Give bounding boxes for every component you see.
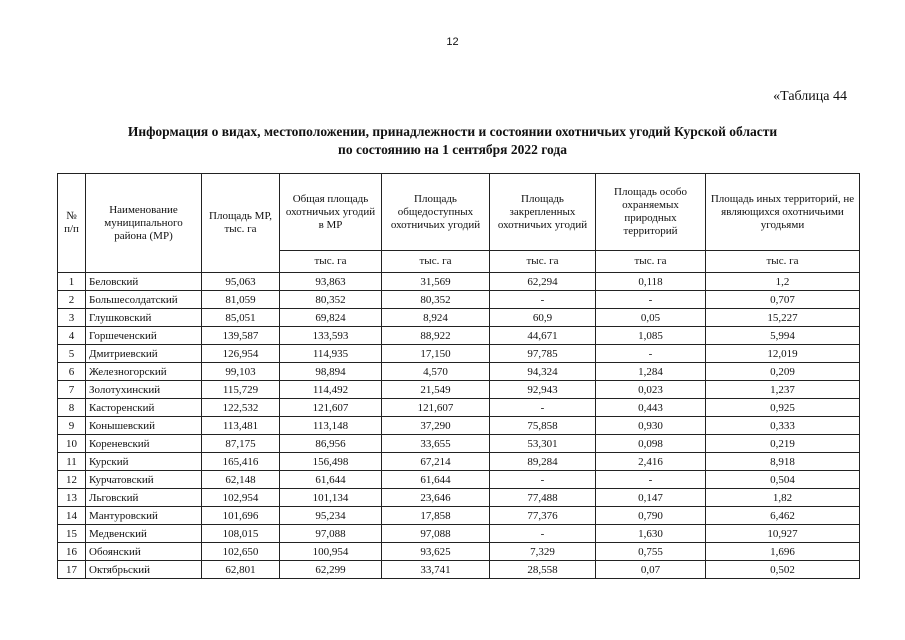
assigned-area: 89,284 <box>490 453 596 471</box>
table-row <box>58 291 860 309</box>
protected-area: 0,755 <box>596 543 706 561</box>
row-number: 14 <box>58 507 86 525</box>
table-row <box>58 471 860 489</box>
row-number: 9 <box>58 417 86 435</box>
other-area: 0,502 <box>706 561 860 579</box>
other-area: 0,333 <box>706 417 860 435</box>
header-public-area: Площадь общедоступных охотничьих угодий <box>382 174 490 251</box>
other-area: 1,2 <box>706 273 860 291</box>
row-number: 8 <box>58 399 86 417</box>
assigned-area: 92,943 <box>490 381 596 399</box>
district-area: 126,954 <box>202 345 280 363</box>
total-hunting-area: 133,593 <box>280 327 382 345</box>
row-number: 2 <box>58 291 86 309</box>
public-area: 8,924 <box>382 309 490 327</box>
other-area: 0,209 <box>706 363 860 381</box>
protected-area: 0,098 <box>596 435 706 453</box>
row-number: 15 <box>58 525 86 543</box>
other-area: 12,019 <box>706 345 860 363</box>
title-line-2: по состоянию на 1 сентября 2022 года <box>338 142 567 157</box>
total-hunting-area: 69,824 <box>280 309 382 327</box>
district-area: 102,650 <box>202 543 280 561</box>
public-area: 4,570 <box>382 363 490 381</box>
row-number: 17 <box>58 561 86 579</box>
total-hunting-area: 86,956 <box>280 435 382 453</box>
district-name: Беловский <box>86 273 202 291</box>
protected-area: - <box>596 345 706 363</box>
unit-label: тыс. га <box>596 251 706 273</box>
assigned-area: 94,324 <box>490 363 596 381</box>
total-hunting-area: 62,299 <box>280 561 382 579</box>
other-area: 8,918 <box>706 453 860 471</box>
protected-area: 0,443 <box>596 399 706 417</box>
assigned-area: 62,294 <box>490 273 596 291</box>
header-other-area: Площадь иных территорий, не являющихся охотничьими угодьями <box>706 174 860 251</box>
table-row <box>58 543 860 561</box>
protected-area: - <box>596 291 706 309</box>
district-name: Железногорский <box>86 363 202 381</box>
row-number: 16 <box>58 543 86 561</box>
district-area: 102,954 <box>202 489 280 507</box>
district-area: 95,063 <box>202 273 280 291</box>
other-area: 0,707 <box>706 291 860 309</box>
total-hunting-area: 61,644 <box>280 471 382 489</box>
row-number: 10 <box>58 435 86 453</box>
total-hunting-area: 80,352 <box>280 291 382 309</box>
protected-area: 0,05 <box>596 309 706 327</box>
unit-label: тыс. га <box>382 251 490 273</box>
district-name: Медвенский <box>86 525 202 543</box>
public-area: 121,607 <box>382 399 490 417</box>
assigned-area: - <box>490 471 596 489</box>
district-area: 62,148 <box>202 471 280 489</box>
assigned-area: 44,671 <box>490 327 596 345</box>
other-area: 5,994 <box>706 327 860 345</box>
table-row <box>58 399 860 417</box>
public-area: 37,290 <box>382 417 490 435</box>
protected-area: 0,930 <box>596 417 706 435</box>
assigned-area: - <box>490 291 596 309</box>
unit-label: тыс. га <box>490 251 596 273</box>
district-name: Льговский <box>86 489 202 507</box>
protected-area: - <box>596 471 706 489</box>
document-title <box>60 123 845 159</box>
other-area: 0,504 <box>706 471 860 489</box>
district-name: Золотухинский <box>86 381 202 399</box>
total-hunting-area: 97,088 <box>280 525 382 543</box>
district-name: Мантуровский <box>86 507 202 525</box>
public-area: 17,858 <box>382 507 490 525</box>
table-row <box>58 417 860 435</box>
protected-area: 0,118 <box>596 273 706 291</box>
assigned-area: 60,9 <box>490 309 596 327</box>
other-area: 1,237 <box>706 381 860 399</box>
district-name: Кореневский <box>86 435 202 453</box>
table-row <box>58 309 860 327</box>
public-area: 17,150 <box>382 345 490 363</box>
header-protected-area: Площадь особо охраняемых природных территорий <box>596 174 706 251</box>
protected-area: 1,085 <box>596 327 706 345</box>
other-area: 10,927 <box>706 525 860 543</box>
public-area: 61,644 <box>382 471 490 489</box>
total-hunting-area: 121,607 <box>280 399 382 417</box>
assigned-area: 28,558 <box>490 561 596 579</box>
assigned-area: 77,376 <box>490 507 596 525</box>
total-hunting-area: 156,498 <box>280 453 382 471</box>
public-area: 33,741 <box>382 561 490 579</box>
page-number: 12 <box>446 36 459 48</box>
row-number: 13 <box>58 489 86 507</box>
assigned-area: 53,301 <box>490 435 596 453</box>
other-area: 0,925 <box>706 399 860 417</box>
total-hunting-area: 114,492 <box>280 381 382 399</box>
header-district-name: Наименование муниципального района (МР) <box>86 174 202 273</box>
row-number: 11 <box>58 453 86 471</box>
assigned-area: 7,329 <box>490 543 596 561</box>
total-hunting-area: 114,935 <box>280 345 382 363</box>
row-number: 12 <box>58 471 86 489</box>
assigned-area: - <box>490 399 596 417</box>
protected-area: 1,630 <box>596 525 706 543</box>
row-number: 7 <box>58 381 86 399</box>
district-name: Касторенский <box>86 399 202 417</box>
table-row <box>58 363 860 381</box>
protected-area: 2,416 <box>596 453 706 471</box>
other-area: 0,219 <box>706 435 860 453</box>
table-row <box>58 507 860 525</box>
public-area: 21,549 <box>382 381 490 399</box>
other-area: 1,82 <box>706 489 860 507</box>
district-name: Дмитриевский <box>86 345 202 363</box>
other-area: 15,227 <box>706 309 860 327</box>
district-name: Большесолдатский <box>86 291 202 309</box>
district-area: 62,801 <box>202 561 280 579</box>
row-number: 5 <box>58 345 86 363</box>
district-name: Обоянский <box>86 543 202 561</box>
header-row <box>58 174 860 251</box>
public-area: 67,214 <box>382 453 490 471</box>
other-area: 1,696 <box>706 543 860 561</box>
district-area: 87,175 <box>202 435 280 453</box>
row-number: 4 <box>58 327 86 345</box>
title-line-1: Информация о видах, местоположении, принадлежности и состоянии охотничьих угодий Курской области <box>127 124 778 139</box>
assigned-area: - <box>490 525 596 543</box>
total-hunting-area: 100,954 <box>280 543 382 561</box>
district-area: 139,587 <box>202 327 280 345</box>
district-area: 101,696 <box>202 507 280 525</box>
table-row <box>58 489 860 507</box>
public-area: 97,088 <box>382 525 490 543</box>
protected-area: 0,147 <box>596 489 706 507</box>
public-area: 33,655 <box>382 435 490 453</box>
table-row <box>58 453 860 471</box>
public-area: 93,625 <box>382 543 490 561</box>
row-number: 3 <box>58 309 86 327</box>
other-area: 6,462 <box>706 507 860 525</box>
district-name: Глушковский <box>86 309 202 327</box>
hunting-grounds-table <box>57 173 860 579</box>
row-number: 6 <box>58 363 86 381</box>
table-row <box>58 273 860 291</box>
protected-area: 0,790 <box>596 507 706 525</box>
public-area: 88,922 <box>382 327 490 345</box>
header-assigned-area: Площадь закрепленных охотничьих угодий <box>490 174 596 251</box>
header-total-hunting-area: Общая площадь охотничьих угодий в МР <box>280 174 382 251</box>
public-area: 80,352 <box>382 291 490 309</box>
district-area: 122,532 <box>202 399 280 417</box>
total-hunting-area: 101,134 <box>280 489 382 507</box>
district-area: 99,103 <box>202 363 280 381</box>
district-name: Курчатовский <box>86 471 202 489</box>
district-area: 81,059 <box>202 291 280 309</box>
table-row <box>58 435 860 453</box>
row-number: 1 <box>58 273 86 291</box>
header-district-area: Площадь МР, тыс. га <box>202 174 280 273</box>
protected-area: 0,023 <box>596 381 706 399</box>
unit-label: тыс. га <box>706 251 860 273</box>
assigned-area: 77,488 <box>490 489 596 507</box>
total-hunting-area: 95,234 <box>280 507 382 525</box>
public-area: 31,569 <box>382 273 490 291</box>
page-bottom-margin <box>0 628 905 640</box>
table-row <box>58 561 860 579</box>
table-row <box>58 327 860 345</box>
total-hunting-area: 98,894 <box>280 363 382 381</box>
table-row <box>58 525 860 543</box>
table-row <box>58 381 860 399</box>
unit-label: тыс. га <box>280 251 382 273</box>
district-area: 115,729 <box>202 381 280 399</box>
district-name: Горшеченский <box>86 327 202 345</box>
district-name: Конышевский <box>86 417 202 435</box>
district-name: Октябрьский <box>86 561 202 579</box>
table-reference: «Таблица 44 <box>773 89 847 104</box>
district-name: Курский <box>86 453 202 471</box>
header-number: № п/п <box>58 174 86 273</box>
total-hunting-area: 113,148 <box>280 417 382 435</box>
assigned-area: 97,785 <box>490 345 596 363</box>
district-area: 113,481 <box>202 417 280 435</box>
assigned-area: 75,858 <box>490 417 596 435</box>
public-area: 23,646 <box>382 489 490 507</box>
district-area: 108,015 <box>202 525 280 543</box>
total-hunting-area: 93,863 <box>280 273 382 291</box>
table-row <box>58 345 860 363</box>
protected-area: 0,07 <box>596 561 706 579</box>
district-area: 85,051 <box>202 309 280 327</box>
district-area: 165,416 <box>202 453 280 471</box>
protected-area: 1,284 <box>596 363 706 381</box>
